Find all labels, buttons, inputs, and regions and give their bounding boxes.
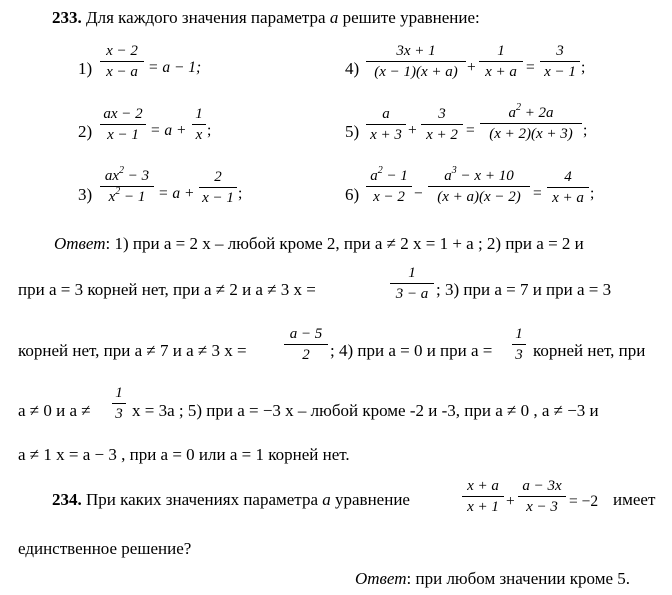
fraction-bar [192, 124, 206, 125]
fraction [192, 107, 206, 143]
numerator: x + a [467, 478, 499, 494]
answer-text: ; 4) при a = 0 и при a = [330, 341, 493, 360]
answer-text: a ≠ 0 и a ≠ [18, 401, 91, 420]
fraction [479, 44, 523, 80]
fraction [512, 327, 526, 363]
eq-label: 1) [78, 59, 93, 78]
rhs: = a + [158, 185, 195, 202]
numerator: 1 [115, 385, 123, 401]
numerator: 1 [408, 265, 416, 281]
fraction-bar [366, 124, 406, 125]
plus-sign: + [467, 59, 476, 76]
fraction-bar [480, 123, 582, 124]
problem-text-line-2: единственное решение? [18, 539, 192, 558]
eq-label: 6) [345, 185, 360, 204]
problem-number: 234. [52, 490, 82, 509]
end-mark: ; [590, 185, 595, 202]
num-base: a [370, 168, 378, 184]
fraction-bar [479, 61, 523, 62]
denominator: 2 [302, 347, 310, 363]
answer-line-1 [54, 235, 584, 252]
numerator: 1 [195, 106, 203, 122]
num-exp: 3 [451, 165, 457, 176]
answer-label: Ответ [355, 569, 407, 588]
answer-line-5: a ≠ 1 x = a − 3 , при a = 0 или a = 1 корней нет. [18, 445, 350, 464]
numerator [428, 165, 530, 184]
denominator: 3 − a [395, 286, 429, 302]
fraction [518, 479, 566, 515]
num-rest: − x + 10 [456, 168, 514, 184]
num-base: a [444, 168, 452, 184]
fraction-bar [100, 124, 146, 125]
problem-text: При каких значениях параметра [86, 490, 318, 509]
eq-label: 4) [345, 59, 360, 78]
answer-text: корней нет, при [533, 341, 646, 360]
equals-sign: = [526, 59, 535, 76]
denominator: x − 1 [107, 127, 139, 143]
numerator [480, 102, 582, 121]
fraction [428, 165, 530, 205]
fraction [100, 44, 144, 80]
denominator: x + 3 [370, 127, 402, 143]
fraction-bar [366, 61, 466, 62]
denominator: x − 2 [373, 189, 405, 205]
fraction-bar [547, 187, 589, 188]
fraction-bar [518, 496, 566, 497]
problem-number: 233. [52, 8, 82, 27]
denominator: 3 [115, 406, 123, 422]
param-var: a [329, 8, 339, 27]
fraction [421, 107, 463, 143]
answer-text: корней нет, при a ≠ 7 и a ≠ 3 x = [18, 341, 247, 360]
numerator: 4 [564, 169, 572, 185]
numerator: 3 [438, 106, 446, 122]
numerator: ax − 2 [103, 106, 143, 122]
fraction-bar [512, 344, 526, 345]
problem-text: уравнение [335, 490, 410, 509]
numerator: a − 3x [522, 478, 562, 494]
numerator: a [382, 106, 390, 122]
answer-text: ; 3) при a = 7 и при a = 3 [436, 280, 612, 299]
fraction [366, 107, 406, 143]
eq-label: 5) [345, 122, 360, 141]
fraction [480, 102, 582, 142]
fraction [199, 170, 237, 206]
problem-text: имеет [613, 490, 656, 509]
fraction [390, 266, 434, 302]
denominator: x − 1 [544, 64, 576, 80]
fraction-bar [199, 187, 237, 188]
answer-label: Ответ [54, 234, 106, 253]
fraction-bar [390, 283, 434, 284]
numerator: a − 5 [289, 326, 323, 342]
numerator: x − 2 [106, 43, 138, 59]
eq-label: 3) [78, 185, 93, 204]
problem-233-header [52, 9, 480, 26]
fraction [100, 107, 146, 143]
denominator: 3 [515, 347, 523, 363]
problem-text-end: решите уравнение: [342, 8, 480, 27]
end-mark: ; [238, 185, 243, 202]
equals-sign: = [533, 185, 542, 202]
fraction-bar [462, 496, 504, 497]
fraction [100, 165, 154, 205]
den-base: x [108, 189, 116, 205]
denominator: x − 1 [202, 190, 234, 206]
end-mark: ; [583, 122, 588, 139]
fraction [366, 44, 466, 80]
fraction-bar [540, 61, 580, 62]
rhs: = a − 1; [148, 59, 202, 76]
numerator [366, 165, 412, 184]
end-mark: ; [581, 59, 586, 76]
denominator: x + 1 [467, 499, 499, 515]
fraction [462, 479, 504, 515]
minus-sign: − [414, 185, 423, 202]
den-rest: − 1 [120, 189, 146, 205]
numerator: 3x + 1 [396, 43, 436, 59]
answer-text: : 1) при a = 2 x – любой кроме 2, при a ≠ 2 x = 1 + a ; 2) при a = 2 и [105, 234, 584, 253]
eq-label: 2) [78, 122, 93, 141]
fraction-bar [421, 124, 463, 125]
answer-234 [355, 570, 630, 587]
denominator: x + a [485, 64, 517, 80]
denominator: x + a [552, 190, 584, 206]
den-exp: 2 [115, 186, 121, 197]
num-rest: − 1 [382, 168, 408, 184]
fraction [284, 327, 328, 363]
denominator: x − 3 [526, 499, 558, 515]
fraction-bar [428, 186, 530, 187]
fraction [112, 386, 126, 422]
answer-text: при a = 3 корней нет, при a ≠ 2 и a ≠ 3 x = [18, 280, 316, 299]
fraction-bar [284, 344, 328, 345]
fraction-bar [100, 186, 154, 187]
answer-text: x = 3a ; 5) при a = −3 x – любой кроме -2 и -3, при a ≠ 0 , a ≠ −3 и [132, 401, 599, 420]
rhs: = a + [150, 122, 187, 139]
denominator: x + 2 [426, 127, 458, 143]
num-exp: 2 [515, 102, 521, 113]
numerator [100, 165, 154, 184]
fraction-bar [112, 403, 126, 404]
denominator: x [195, 127, 203, 143]
end-mark: ; [207, 122, 212, 139]
numerator: 3 [556, 43, 564, 59]
fraction [540, 44, 580, 80]
fraction [547, 170, 589, 206]
param-var: a [322, 490, 331, 509]
denominator [100, 186, 154, 205]
fraction [366, 165, 412, 205]
num-exp: 2 [377, 165, 383, 176]
denominator: (x + a)(x − 2) [437, 189, 521, 205]
denominator: (x + 2)(x + 3) [489, 126, 573, 142]
num-rest: − 3 [124, 168, 150, 184]
denominator: x − a [106, 64, 138, 80]
num-rest: + 2a [520, 105, 554, 121]
problem-text: Для каждого значения параметра [86, 8, 326, 27]
plus-sign: + [408, 122, 417, 139]
problem-234-text [52, 491, 410, 508]
equals-sign: = [466, 122, 475, 139]
numerator: 2 [214, 169, 222, 185]
numerator: 1 [497, 43, 505, 59]
num-base: a [508, 105, 516, 121]
fraction-bar [366, 186, 412, 187]
num-exp: 2 [119, 165, 125, 176]
denominator: (x − 1)(x + a) [374, 64, 458, 80]
numerator: 1 [515, 326, 523, 342]
rhs: = −2 [569, 493, 599, 510]
answer-text: : при любом значении кроме 5. [406, 569, 631, 588]
fraction-bar [100, 61, 144, 62]
num-base: ax [104, 168, 120, 184]
plus-sign: + [506, 493, 515, 510]
